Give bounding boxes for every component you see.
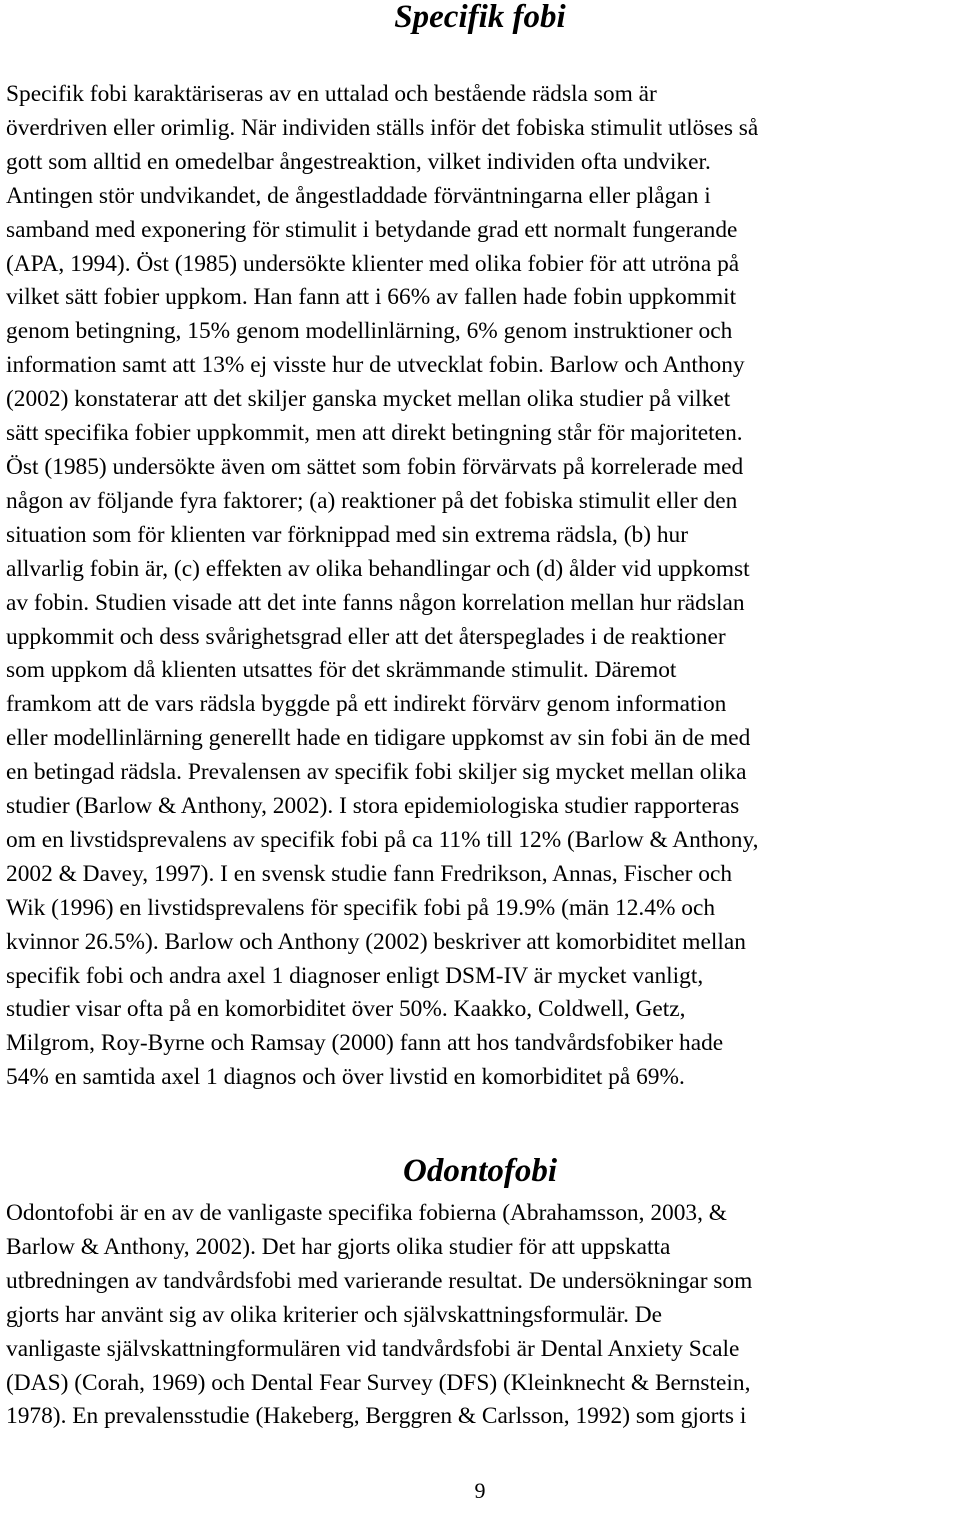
paragraph-line: 54% en samtida axel 1 diagnos och över livstid en komorbiditet på 69%. [6, 1064, 685, 1091]
paragraph-line: kvinnor 26.5%). Barlow och Anthony (2002) beskriver att komorbiditet mellan [6, 928, 746, 955]
paragraph-line: gott som alltid en omedelbar ångestreaktion, vilket individen ofta undviker. [6, 148, 711, 175]
paragraph-line: uppkommit och dess svårighetsgrad eller att det återspeglades i de reaktioner [6, 623, 726, 650]
page-number: 9 [474, 1478, 486, 1503]
paragraph-line: en betingad rädsla. Prevalensen av specifik fobi skiljer sig mycket mellan olika [6, 759, 747, 786]
paragraph-line: (APA, 1994). Öst (1985) undersökte klienter med olika fobier för att utröna på [6, 250, 740, 277]
paragraph-line: genom betingning, 15% genom modellinlärning, 6% genom instruktioner och [6, 318, 733, 345]
section-heading-odontofobi: Odontofobi [402, 1153, 557, 1189]
paragraph-line: sätt specifika fobier uppkommit, men att direkt betingning står för majoriteten. [6, 420, 743, 447]
paragraph-line: 2002 & Davey, 1997). I en svensk studie fann Fredrikson, Annas, Fischer och [6, 860, 733, 887]
section-heading-specifik-fobi: Specifik fobi [394, 0, 566, 35]
paragraph-line: av fobin. Studien visade att det inte fanns någon korrelation mellan hur rädslan [6, 589, 745, 616]
paragraph-line: överdriven eller orimlig. När individen ställs inför det fobiska stimulit utlöses så [6, 114, 759, 141]
paragraph-line: Wik (1996) en livstidsprevalens för specifik fobi på 19.9% (män 12.4% och [6, 894, 716, 921]
paragraph-line: utbredningen av tandvårdsfobi med varierande resultat. De undersökningar som [6, 1267, 753, 1294]
paragraph-line: vilket sätt fobier uppkom. Han fann att i 66% av fallen hade fobin uppkommit [6, 284, 737, 311]
paragraph-line: Milgrom, Roy-Byrne och Ramsay (2000) fann att hos tandvårdsfobiker hade [6, 1030, 724, 1057]
paragraph-line: 1978). En prevalensstudie (Hakeberg, Berggren & Carlsson, 1992) som gjorts i [6, 1403, 747, 1430]
paragraph-line: samband med exponering för stimulit i betydande grad ett normalt fungerande [6, 216, 738, 243]
paragraph-line: Öst (1985) undersökte även om sättet som fobin förvärvats på korrelerade med [6, 453, 744, 480]
paragraph-line: Antingen stör undvikandet, de ångestladdade förväntningarna eller plågan i [6, 182, 711, 209]
paragraph-line: situation som för klienten var förknippad med sin extrema rädsla, (b) hur [6, 521, 689, 548]
paragraph-line: gjorts har använt sig av olika kriterier och självskattningsformulär. De [6, 1301, 663, 1328]
paragraph-line: (DAS) (Corah, 1969) och Dental Fear Survey (DFS) (Kleinknecht & Bernstein, [6, 1369, 751, 1396]
paragraph-line: framkom att de vars rädsla byggde på ett indirekt förvärv genom information [6, 691, 727, 718]
paragraph-line: studier visar ofta på en komorbiditet över 50%. Kaakko, Coldwell, Getz, [6, 996, 686, 1023]
paragraph-line: studier (Barlow & Anthony, 2002). I stora epidemiologiska studier rapporteras [6, 793, 740, 820]
paragraph-line: information samt att 13% ej visste hur de utvecklat fobin. Barlow och Anthony [6, 352, 745, 379]
paragraph-line: specifik fobi och andra axel 1 diagnoser enligt DSM-IV är mycket vanligt, [6, 962, 704, 989]
paragraph-line: eller modellinlärning generellt hade en tidigare uppkomst av sin fobi än de med [6, 725, 751, 752]
paragraph-line: som uppkom då klienten utsattes för det skrämmande stimulit. Däremot [6, 657, 677, 684]
paragraph-line: om en livstidsprevalens av specifik fobi på ca 11% till 12% (Barlow & Anthony, [6, 826, 759, 853]
paragraph-line: Odontofobi är en av de vanligaste specifika fobierna (Abrahamsson, 2003, & [6, 1200, 727, 1226]
paragraph-line: (2002) konstaterar att det skiljer ganska mycket mellan olika studier på vilket [6, 386, 731, 413]
paragraph-specifik-fobi [6, 78, 954, 1095]
paragraph-odontofobi [6, 1197, 954, 1434]
paragraph-line: någon av följande fyra faktorer; (a) reaktioner på det fobiska stimulit eller den [6, 487, 738, 514]
paragraph-line: Specifik fobi karaktäriseras av en uttalad och bestående rädsla som är [6, 81, 657, 107]
paragraph-line: allvarlig fobin är, (c) effekten av olika behandlingar och (d) ålder vid uppkomst [6, 555, 750, 582]
paragraph-line: vanligaste självskattningformulären vid tandvårdsfobi är Dental Anxiety Scale [6, 1335, 740, 1362]
paragraph-line: Barlow & Anthony, 2002). Det har gjorts olika studier för att uppskatta [6, 1233, 671, 1260]
